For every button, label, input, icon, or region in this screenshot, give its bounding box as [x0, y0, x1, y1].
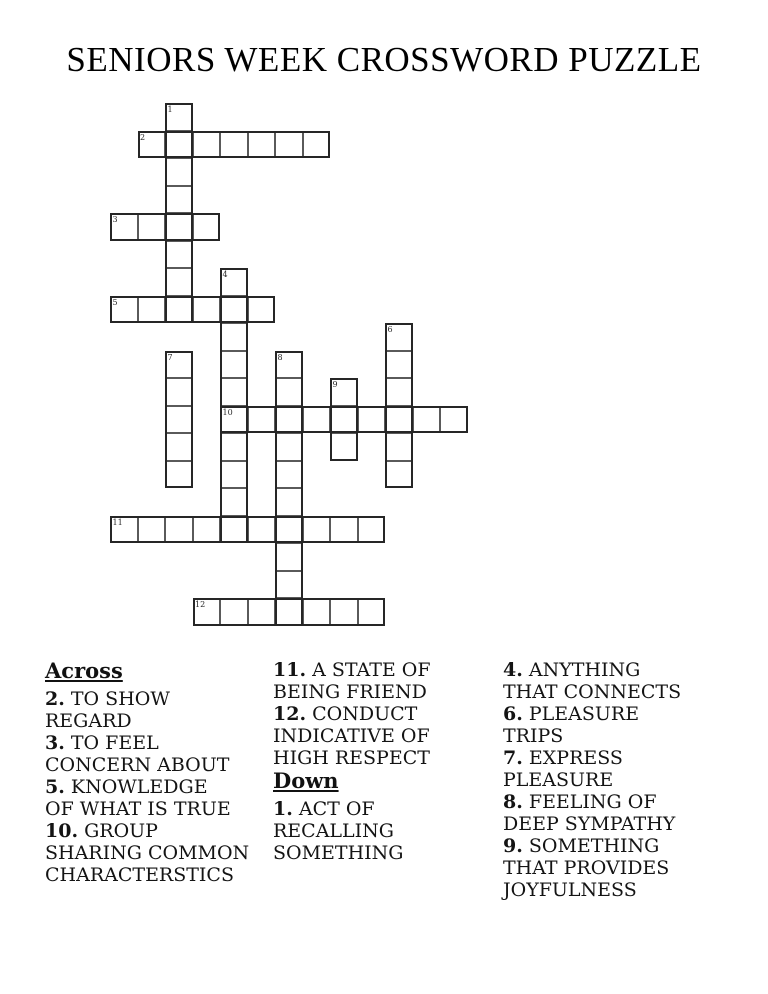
clue-2 [45, 688, 270, 732]
clue-8 [503, 791, 743, 835]
cell-number-12: 12 [195, 600, 206, 609]
grid-cell[interactable] [165, 241, 193, 269]
grid-cell[interactable] [165, 406, 193, 434]
clue-line: INDICATIVE OF [273, 725, 430, 747]
grid-cell[interactable] [220, 378, 248, 406]
grid-cell[interactable] [303, 131, 331, 159]
clue-9 [503, 835, 743, 901]
clue-line: TRIPS [503, 725, 564, 747]
grid-cell[interactable] [385, 461, 413, 489]
page-title: SENIORS WEEK CROSSWORD PUZZLE [66, 40, 702, 79]
clue-line: 6. PLEASURE [503, 703, 640, 725]
clue-line: JOYFULNESS [503, 879, 637, 901]
grid-cell[interactable] [413, 406, 441, 434]
grid-cell[interactable] [138, 296, 166, 324]
clue-line: 3. TO FEEL [45, 732, 159, 754]
clue-6 [503, 703, 743, 747]
clue-heading-down: Down [273, 768, 339, 793]
clue-line: 11. A STATE OF [273, 659, 431, 681]
grid-cell[interactable] [303, 598, 331, 626]
grid-cell[interactable] [165, 433, 193, 461]
grid-cell[interactable] [248, 406, 276, 434]
grid-cell[interactable] [275, 351, 303, 379]
clue-line: 9. SOMETHING [503, 835, 660, 857]
clue-11 [273, 659, 498, 703]
cell-number-9: 9 [332, 380, 338, 389]
grid-cell[interactable] [220, 351, 248, 379]
grid-cell[interactable] [358, 598, 386, 626]
clue-4 [503, 659, 743, 703]
clue-heading-across: Across [45, 658, 123, 683]
clue-7 [503, 747, 743, 791]
clue-line: 4. ANYTHING [503, 659, 641, 681]
grid-cell[interactable] [165, 186, 193, 214]
clue-line: 12. CONDUCT [273, 703, 418, 725]
grid-cell[interactable] [220, 433, 248, 461]
grid-cell[interactable] [220, 516, 248, 544]
grid-cell[interactable] [165, 213, 193, 241]
clue-line: RECALLING [273, 820, 394, 842]
cell-number-3: 3 [112, 215, 118, 224]
grid-cell[interactable] [165, 131, 193, 159]
clue-line: SHARING COMMON [45, 842, 250, 864]
grid-cell[interactable] [248, 598, 276, 626]
grid-cell[interactable] [358, 406, 386, 434]
clue-line: CHARACTERSTICS [45, 864, 234, 886]
grid-cell[interactable] [110, 213, 138, 241]
clue-column-3 [503, 659, 743, 901]
grid-cell[interactable] [303, 516, 331, 544]
clue-number: 9. [503, 835, 523, 857]
grid-cell[interactable] [385, 406, 413, 434]
grid-cell[interactable] [165, 378, 193, 406]
clue-line: REGARD [45, 710, 132, 732]
grid-cell[interactable] [330, 406, 358, 434]
clue-line: OF WHAT IS TRUE [45, 798, 231, 820]
grid-cell[interactable] [275, 406, 303, 434]
grid-cell[interactable] [385, 433, 413, 461]
clue-12 [273, 703, 498, 769]
grid-cell[interactable] [165, 103, 193, 131]
grid-cell[interactable] [220, 406, 248, 434]
grid-cell[interactable] [110, 516, 138, 544]
grid-cell[interactable] [193, 213, 221, 241]
grid-cell[interactable] [220, 488, 248, 516]
grid-cell[interactable] [275, 543, 303, 571]
grid-cell[interactable] [193, 598, 221, 626]
cell-number-4: 4 [222, 270, 228, 279]
grid-cell[interactable] [248, 296, 276, 324]
grid-cell[interactable] [220, 461, 248, 489]
cell-number-8: 8 [277, 352, 283, 362]
clue-line: 1. ACT OF [273, 798, 375, 820]
grid-cell[interactable] [110, 296, 138, 324]
grid-cell[interactable] [165, 158, 193, 186]
grid-cell[interactable] [330, 598, 358, 626]
clue-5 [45, 776, 270, 820]
clue-number: 3. [45, 732, 65, 754]
clue-number: 8. [503, 791, 523, 813]
clue-line: HIGH RESPECT [273, 747, 430, 769]
grid-cell[interactable] [193, 516, 221, 544]
cell-number-6: 6 [387, 325, 393, 334]
grid-cell[interactable] [193, 296, 221, 324]
cell-number-1: 1 [167, 105, 173, 114]
clue-line: SOMETHING [273, 842, 404, 864]
crossword-grid [110, 103, 468, 626]
grid-cell[interactable] [275, 461, 303, 489]
grid-cell[interactable] [248, 131, 276, 159]
cell-number-10: 10 [222, 407, 233, 417]
clue-number: 6. [503, 703, 523, 725]
clue-number: 4. [503, 659, 523, 681]
grid-cell[interactable] [193, 131, 221, 159]
grid-cell[interactable] [385, 323, 413, 351]
clue-line: 7. EXPRESS [503, 747, 623, 769]
grid-cell[interactable] [358, 516, 386, 544]
clue-number: 11. [273, 659, 307, 681]
clue-number: 1. [273, 798, 293, 820]
clue-line: THAT PROVIDES [503, 857, 670, 879]
clue-number: 10. [45, 820, 79, 842]
grid-cell[interactable] [440, 406, 468, 434]
clue-line: THAT CONNECTS [503, 681, 682, 703]
grid-cell[interactable] [275, 488, 303, 516]
clue-column-2 [273, 659, 498, 864]
grid-cell[interactable] [220, 268, 248, 296]
grid-cell[interactable] [275, 516, 303, 544]
clue-number: 12. [273, 703, 307, 725]
clue-number: 2. [45, 688, 65, 710]
clue-line: 10. GROUP [45, 820, 158, 842]
clue-column-1 [45, 659, 270, 886]
clue-line: DEEP SYMPATHY [503, 813, 676, 835]
grid-cell[interactable] [165, 516, 193, 544]
clue-line: 2. TO SHOW [45, 688, 170, 710]
clue-1 [273, 798, 498, 864]
clue-3 [45, 732, 270, 776]
grid-cell[interactable] [385, 351, 413, 379]
grid-cell[interactable] [385, 378, 413, 406]
clue-line: PLEASURE [503, 769, 614, 791]
grid-cell[interactable] [220, 296, 248, 324]
grid-cell[interactable] [138, 213, 166, 241]
grid-cell[interactable] [330, 516, 358, 544]
clue-line: 5. KNOWLEDGE [45, 776, 208, 798]
grid-cell[interactable] [303, 406, 331, 434]
grid-cell[interactable] [248, 516, 276, 544]
grid-cell[interactable] [275, 378, 303, 406]
grid-cell[interactable] [275, 131, 303, 159]
grid-cell[interactable] [165, 351, 193, 379]
grid-cell[interactable] [220, 598, 248, 626]
grid-cell[interactable] [220, 131, 248, 159]
cell-number-7: 7 [167, 352, 173, 362]
grid-cell[interactable] [165, 268, 193, 296]
clue-line: CONCERN ABOUT [45, 754, 230, 776]
clue-number: 5. [45, 776, 65, 798]
grid-cell[interactable] [275, 571, 303, 599]
cell-number-11: 11 [112, 517, 123, 527]
clue-line: BEING FRIEND [273, 681, 427, 703]
grid-cell[interactable] [138, 131, 166, 159]
grid-cell[interactable] [165, 461, 193, 489]
grid-cell[interactable] [330, 433, 358, 461]
cell-number-5: 5 [112, 297, 118, 307]
cell-number-2: 2 [140, 132, 146, 142]
clue-line: 8. FEELING OF [503, 791, 657, 813]
grid-cell[interactable] [138, 516, 166, 544]
grid-cell[interactable] [330, 378, 358, 406]
clue-10 [45, 820, 270, 886]
clue-number: 7. [503, 747, 523, 769]
grid-cell[interactable] [220, 323, 248, 351]
grid-cell[interactable] [275, 433, 303, 461]
grid-cell[interactable] [275, 598, 303, 626]
clue-section [0, 659, 768, 979]
grid-cell[interactable] [165, 296, 193, 324]
